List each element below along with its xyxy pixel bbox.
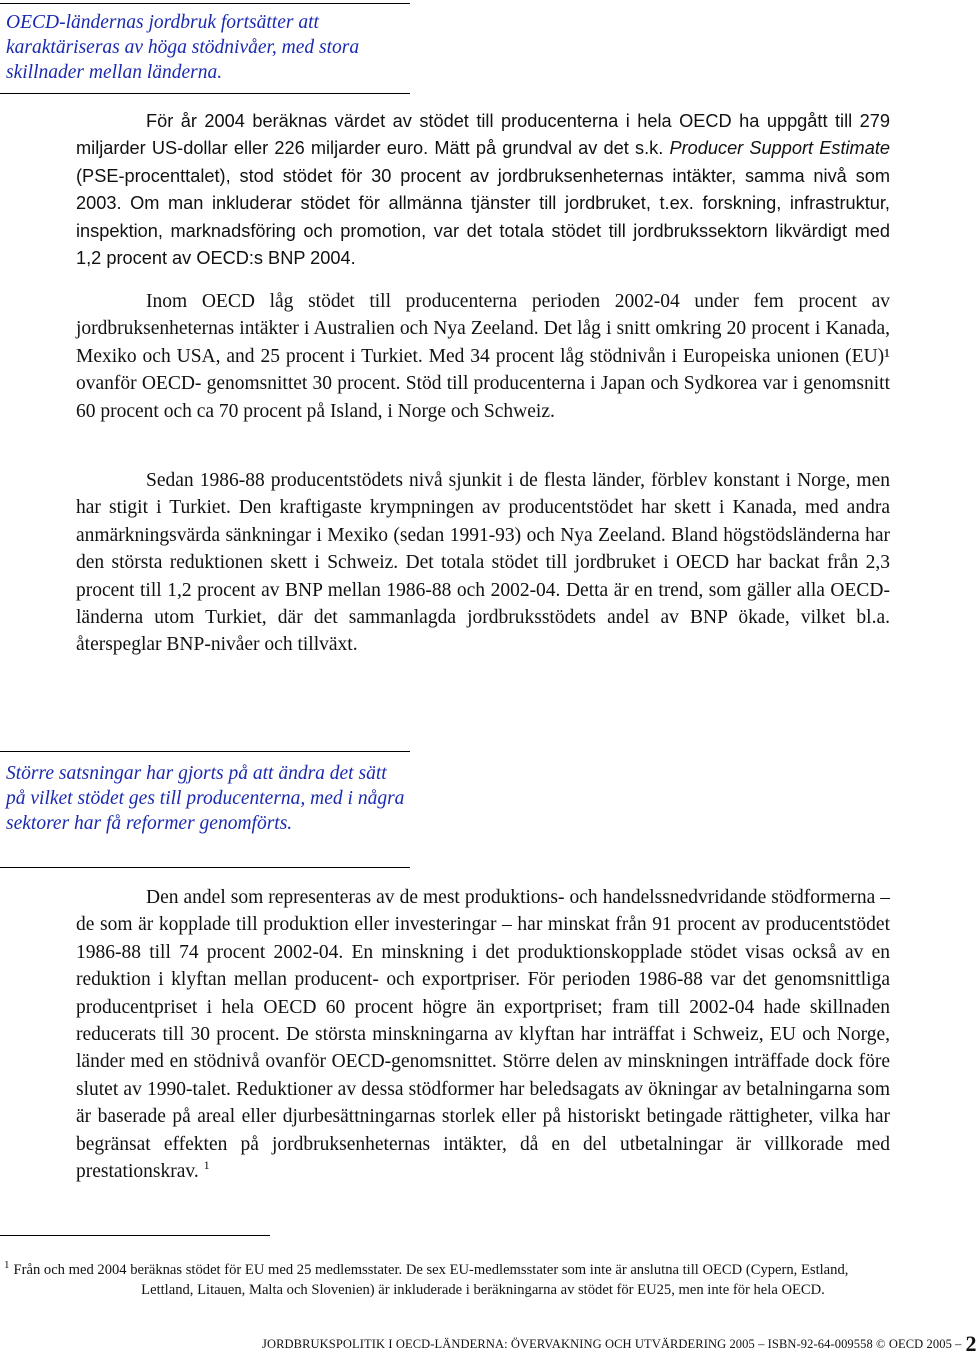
footnote-line-2: Lettland, Litauen, Malta och Slovenien) är inkluderade i beräkningarna av stödet för EU25, men inte för hela OECD. — [141, 1282, 825, 1298]
footnote-line-1: Från och med 2004 beräknas stödet för EU med 25 medlemsstater. De sex EU-medlemsstater som inte är anslutna till OECD (Cypern, Estland, — [13, 1262, 849, 1278]
callout-bottom-rule — [0, 93, 410, 94]
page-footer — [262, 1328, 977, 1356]
callout2-bottom-rule — [0, 867, 410, 868]
page-number: 2 — [965, 1331, 977, 1356]
callout2-top-rule — [0, 751, 410, 752]
callout-summary-2: Större satsningar har gjorts på att ändra det sätt på vilket stödet ges till producenterna, med i några sektorer har få reformer genomförts. — [6, 763, 405, 834]
paragraph-support-forms — [76, 884, 890, 1185]
paragraph-trends: Sedan 1986-88 producentstödets nivå sjunkit i de flesta länder, förblev konstant i Norge, men har stigit i Turkiet. Den kraftigaste krympningen av producentstödet har skett i Kanada, med andra anmärkningsvärda sänkningar i Mexiko (sedan 1991-93) och Nya Zeeland. Bland högstödsländerna har den största reduktionen skett i Schweiz. Det totala stödet till jordbruket i OECD har backat från 2,3 procent till 1,2 procent av BNP mellan 1986-88 och 2002-04. Detta är en trend, som gäller alla OECD-länderna utom Turkiet, där det sammanlagda jordbruksstödets andel av BNP ökade, vilket bl.a. återspeglar BNP-nivåer och tillväxt. — [76, 470, 890, 656]
p1-text-a: För år 2004 beräknas värdet av stödet till producenterna i hela OECD ha uppgått till 279 miljarder US-dollar eller 226 miljarder euro. Mätt på grundval av det s.k. — [76, 111, 890, 159]
p1-italic-term: Producer Support Estimate — [669, 138, 890, 159]
footnote-reference[interactable]: 1 — [203, 1158, 210, 1173]
callout-top-rule — [0, 3, 410, 4]
paragraph-pse-intro — [76, 108, 890, 272]
footnote-number: 1 — [4, 1259, 10, 1271]
footnote-rule — [0, 1235, 270, 1236]
callout-summary-1: OECD-ländernas jordbruk fortsätter att karaktäriseras av höga stödnivåer, med stora skillnader mellan länderna. — [6, 12, 360, 83]
footer-text: JORDBRUKSPOLITIK I OECD-LÄNDERNA: ÖVERVAKNING OCH UTVÄRDERING 2005 – ISBN-92-64-009558 © OECD 2005 – — [262, 1337, 962, 1351]
p4-text: Den andel som representeras av de mest produktions- och handelssnedvridande stödformerna – de som är kopplade till produktion eller investeringar – har minskat från 91 procent av producentstödet 1986-88 till 74 procent 2002-04. En minskning i det produktionskopplade stödet visas också av en reduktion i klyftan mellan producent- och exportpriser. För perioden 1986-88 var det genomsnittliga producentpriset i hela OECD 60 procent högre än exportpriset; fram till 2002-04 hade skillnaden reducerats till 30 procent. De största minskningarna av klyftan har inträffat i Schweiz, EU och Norge, länder med en stödnivå ovanför OECD-genomsnittet. Större delen av minskningen inträffade dock före slutet av 1990-talet. Reduktioner av dessa stödformer har beledsagats av ökningar av betalningarna som är baserade på areal eller djurbesättningarnas storlek eller på historiskt betingade rättigheter, vilka har begränsat effekten på jordbruksenheternas intäkter, då en del utbetalningar är villkorade med prestationskrav. — [76, 887, 890, 1183]
footnote — [4, 1255, 962, 1300]
paragraph-country-levels: Inom OECD låg stödet till producenterna perioden 2002-04 under fem procent av jordbruksenheternas intäkter i Australien och Nya Zeeland. Det låg i snitt omkring 20 procent i Kanada, Mexiko och USA, and 25 procent i Turkiet. Med 34 procent låg stödnivån i Europeiska unionen (EU)¹ ovanför OECD- genomsnittet 30 procent. Stöd till producenterna i Japan och Sydkorea var i genomsnitt 60 procent och ca 70 procent på Island, i Norge och Schweiz. — [76, 291, 890, 422]
p1-text-b: (PSE-procenttalet), stod stödet för 30 procent av jordbruksenheternas intäkter, samma nivå som 2003. Om man inkluderar stödet för allmänna tjänster till jordbruket, t.ex. forskning, infrastruktur, inspektion, marknadsföring och promotion, var det totala stödet till jordbrukssektorn likvärdigt med 1,2 procent av OECD:s BNP 2004. — [76, 165, 890, 269]
